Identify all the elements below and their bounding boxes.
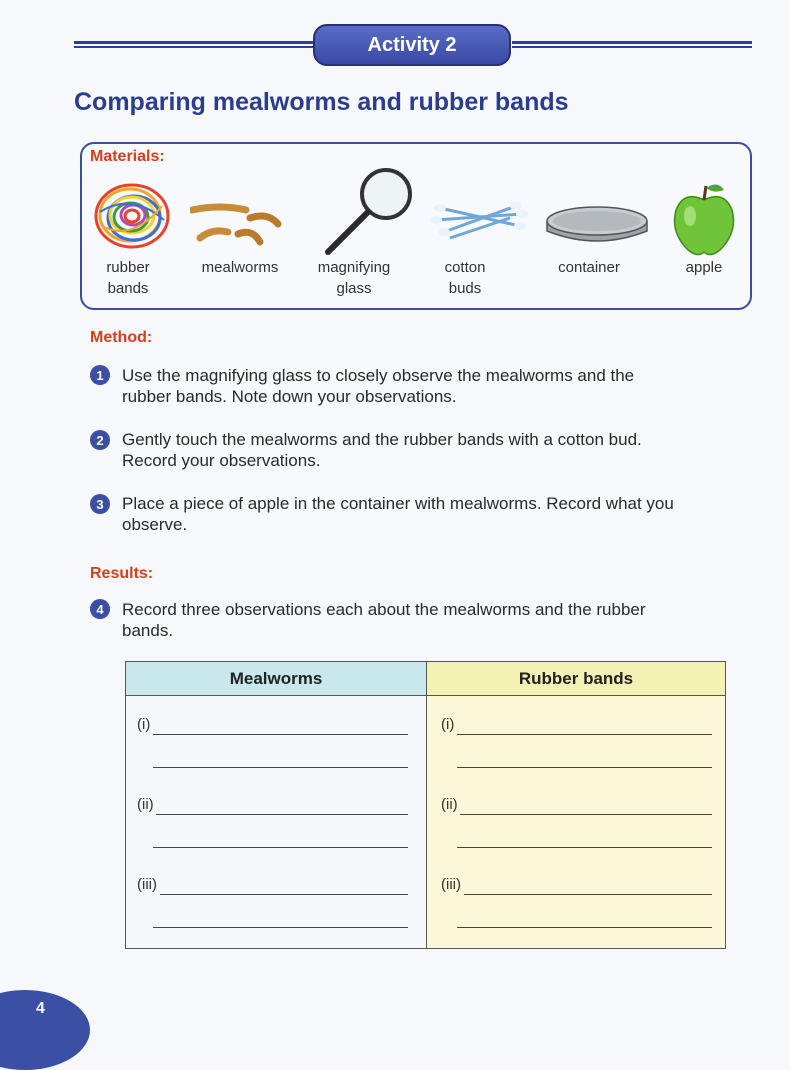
step-number-3: 3 — [90, 494, 110, 514]
rubber-bands-row-label-ii: (ii) — [441, 796, 458, 813]
container-icon — [545, 203, 649, 249]
rubber-bands-row-label-iii: (iii) — [441, 876, 461, 893]
material-label-magnifying-glass: magnifying glass — [317, 259, 391, 297]
material-label-apple: apple — [685, 259, 723, 276]
mealworms-answer-line-4[interactable] — [153, 847, 408, 848]
mealworms-column — [126, 662, 426, 948]
material-label-mealworms: mealworms — [201, 259, 279, 276]
material-label-rubber-bands: rubber bands — [106, 259, 150, 297]
step-text-1: Use the magnifying glass to closely observe the mealworms and the rubber bands. Note down your observations. — [122, 366, 635, 406]
mealworms-header: Mealworms — [126, 662, 426, 696]
apple-icon — [666, 180, 742, 258]
mealworms-answer-line-2[interactable] — [153, 767, 408, 768]
mealworms-answer-line-6[interactable] — [153, 927, 408, 928]
rubber-bands-answer-line-2[interactable] — [457, 767, 712, 768]
rubber-bands-row-label-i: (i) — [441, 716, 455, 733]
rubber-bands-answer-line-3[interactable] — [460, 814, 712, 815]
step-number-4: 4 — [90, 599, 110, 619]
step-text-3: Place a piece of apple in the container with mealworms. Record what you observe. — [122, 494, 674, 534]
mealworms-icon — [190, 198, 284, 254]
rubber-bands-column — [426, 662, 725, 948]
material-label-container: container — [558, 259, 620, 276]
header-rule-right — [512, 41, 752, 49]
rubber-bands-header: Rubber bands — [427, 662, 725, 696]
mealworms-row-label-ii: (ii) — [137, 796, 154, 813]
mealworms-answer-line-5[interactable] — [160, 894, 408, 895]
page-title: Comparing mealworms and rubber bands — [74, 88, 569, 116]
step-text-2: Gently touch the mealworms and the rubber bands with a cotton bud. Record your observations. — [122, 430, 642, 470]
page-number-tab — [0, 990, 90, 1070]
rubber-bands-answer-line-1[interactable] — [457, 734, 712, 735]
rubber-bands-icon — [92, 182, 172, 250]
mealworms-row-label-iii: (iii) — [137, 876, 157, 893]
magnifying-glass-icon — [318, 166, 418, 258]
mealworms-row-label-i: (i) — [137, 716, 151, 733]
results-table — [125, 661, 726, 949]
rubber-bands-answer-line-6[interactable] — [457, 927, 712, 928]
method-heading: Method: — [90, 329, 153, 346]
header-rule-left — [74, 41, 314, 49]
step-number-1: 1 — [90, 365, 110, 385]
rubber-bands-answer-line-4[interactable] — [457, 847, 712, 848]
results-heading: Results: — [90, 565, 154, 582]
activity-label: Activity 2 — [313, 24, 511, 66]
cotton-buds-icon — [430, 196, 530, 246]
mealworms-answer-line-3[interactable] — [156, 814, 408, 815]
step-number-2: 2 — [90, 430, 110, 450]
step-text-4: Record three observations each about the mealworms and the rubber bands. — [122, 600, 646, 640]
mealworms-answer-line-1[interactable] — [153, 734, 408, 735]
materials-heading: Materials: — [90, 148, 165, 165]
page-number: 4 — [36, 1000, 45, 1017]
rubber-bands-answer-line-5[interactable] — [464, 894, 712, 895]
material-label-cotton-buds: cotton buds — [444, 259, 486, 297]
